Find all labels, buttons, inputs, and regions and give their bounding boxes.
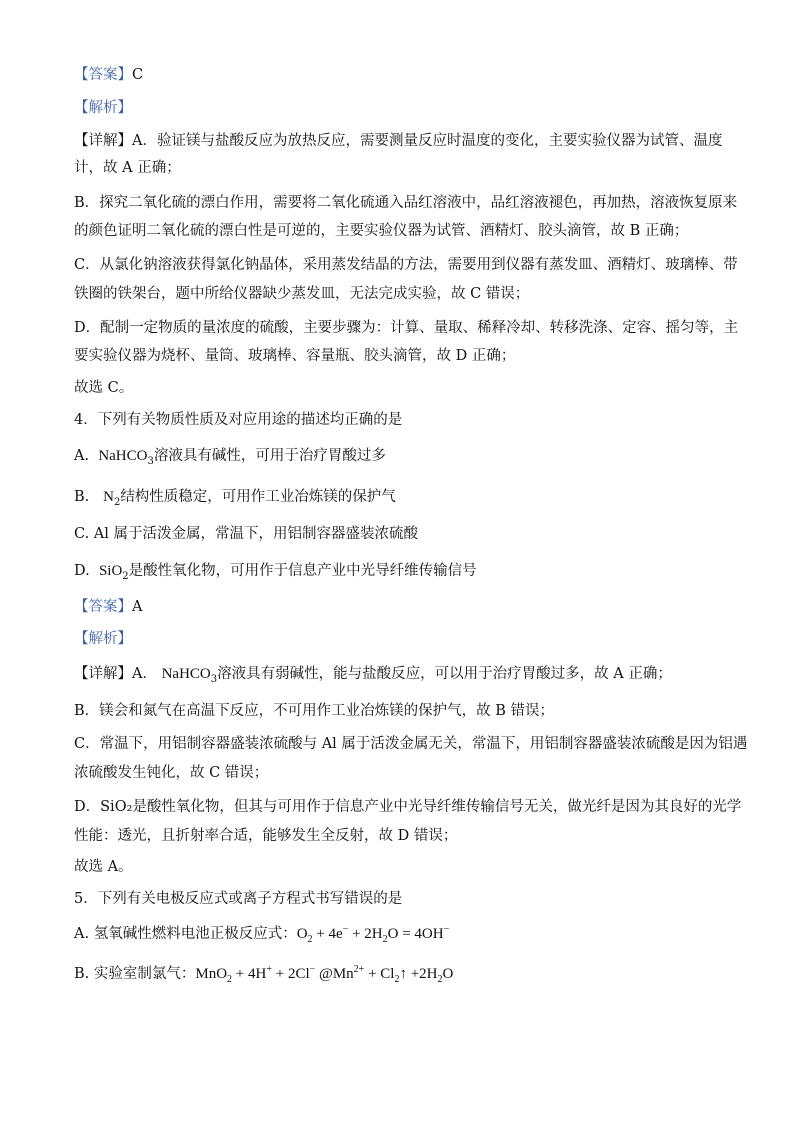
text-line: D．配制一定物质的量浓度的硫酸，主要步骤为：计算、量取、稀释冷却、转移洗涤、定容、摇匀等，主 <box>74 320 739 336</box>
answer-value: A <box>132 599 143 615</box>
text-line: 要实验仪器为烧杯、量筒、玻璃棒、容量瓶、胶头滴管，故 D 正确； <box>74 348 516 364</box>
text-line: C．常温下，用铝制容器盛装浓硫酸与 Al 属于活泼金属无关，常温下，用铝制容器盛装浓硫酸是因为铝遇 <box>74 736 748 752</box>
detail-tag: 【详解】 <box>74 666 132 682</box>
question-stem: 5．下列有关电极反应式或离子方程式书写错误的是 <box>74 891 403 907</box>
text-line: C．从氯化钠溶液获得氯化钠晶体，采用蒸发结晶的方法，需要用到仪器有蒸发皿、酒精灯、玻璃棒、带 <box>74 257 738 273</box>
option-a: A. 氢氧碱性燃料电池正极反应式：$O_2 + 4e^- + 2H_2O = 4OH^-$ <box>74 924 450 945</box>
text-line: D．SiO₂是酸性氧化物，但其与可用作于信息产业中光导纤维传输信号无关，做光纤是因为其良好的光学 <box>74 799 742 815</box>
option-b: B. 实验室制氯气：MnO$_2$ + 4H+ + 2Cl− $@Mn^{2+}$ + $Cl_2↑ +2H_2O$ <box>74 964 454 985</box>
analysis-tag: 【解析】 <box>74 631 132 647</box>
equation-a: $O_2 + 4e^- + 2H_2O = 4OH^-$ <box>296 924 450 945</box>
option-c: C. Al 属于活泼金属，常温下，用铝制容器盛装浓硫酸 <box>74 526 419 542</box>
text-line: 性能：透光，且折射率合适，能够发生全反射，故 D 错误； <box>74 828 458 844</box>
option-b: B. $N_2$结构性质稳定，可用作工业冶炼镁的保护气 <box>74 489 396 508</box>
answer-line <box>74 65 143 85</box>
question-stem: 4．下列有关物质性质及对应用途的描述均正确的是 <box>74 412 403 428</box>
detail-tag: 【详解】 <box>74 133 132 149</box>
option-a: A. NaHCO$_3$溶液具有碱性，可用于治疗胃酸过多 <box>74 448 386 467</box>
option-d: D. SiO$_2$是酸性氧化物，可用作于信息产业中光导纤维传输信号 <box>74 563 477 582</box>
equation-b: MnO$_2$ + 4H+ + 2Cl− $@Mn^{2+}$ + $Cl_2↑ +2H_2O$ <box>195 964 454 985</box>
answer-line <box>74 597 142 617</box>
text-line: B．探究二氧化硫的漂白作用，需要将二氧化硫通入品红溶液中，品红溶液褪色，再加热，溶液恢复原来 <box>74 195 738 211</box>
answer-value: C <box>132 67 144 83</box>
text-line: 故选 C。 <box>74 380 134 396</box>
text-line: 的颜色证明二氧化硫的漂白性是可逆的，主要实验仪器为试管、酒精灯、胶头滴管，故 B 正确； <box>74 223 689 239</box>
answer-tag: 【答案】 <box>74 599 132 615</box>
answer-tag: 【答案】 <box>74 67 132 83</box>
detail-line: 【详解】A． NaHCO$_3$溶液具有弱碱性，能与盐酸反应，可以用于治疗胃酸过多，故 A 正确； <box>74 666 672 685</box>
text-line: 浓硫酸发生钝化，故 C 错误； <box>74 765 269 781</box>
text-line: B．镁会和氮气在高温下反应，不可用作工业冶炼镁的保护气，故 B 错误； <box>74 703 555 719</box>
text-line: 铁圈的铁架台，题中所给仪器缺少蒸发皿，无法完成实验，故 C 错误； <box>74 286 530 302</box>
text-line: 计，故 A 正确； <box>74 160 181 176</box>
detail-line: 【详解】A．验证镁与盐酸反应为放热反应，需要测量反应时温度的变化，主要实验仪器为试管、温度 <box>74 133 723 149</box>
analysis-tag: 【解析】 <box>74 100 132 116</box>
text-line: 故选 A。 <box>74 859 133 875</box>
